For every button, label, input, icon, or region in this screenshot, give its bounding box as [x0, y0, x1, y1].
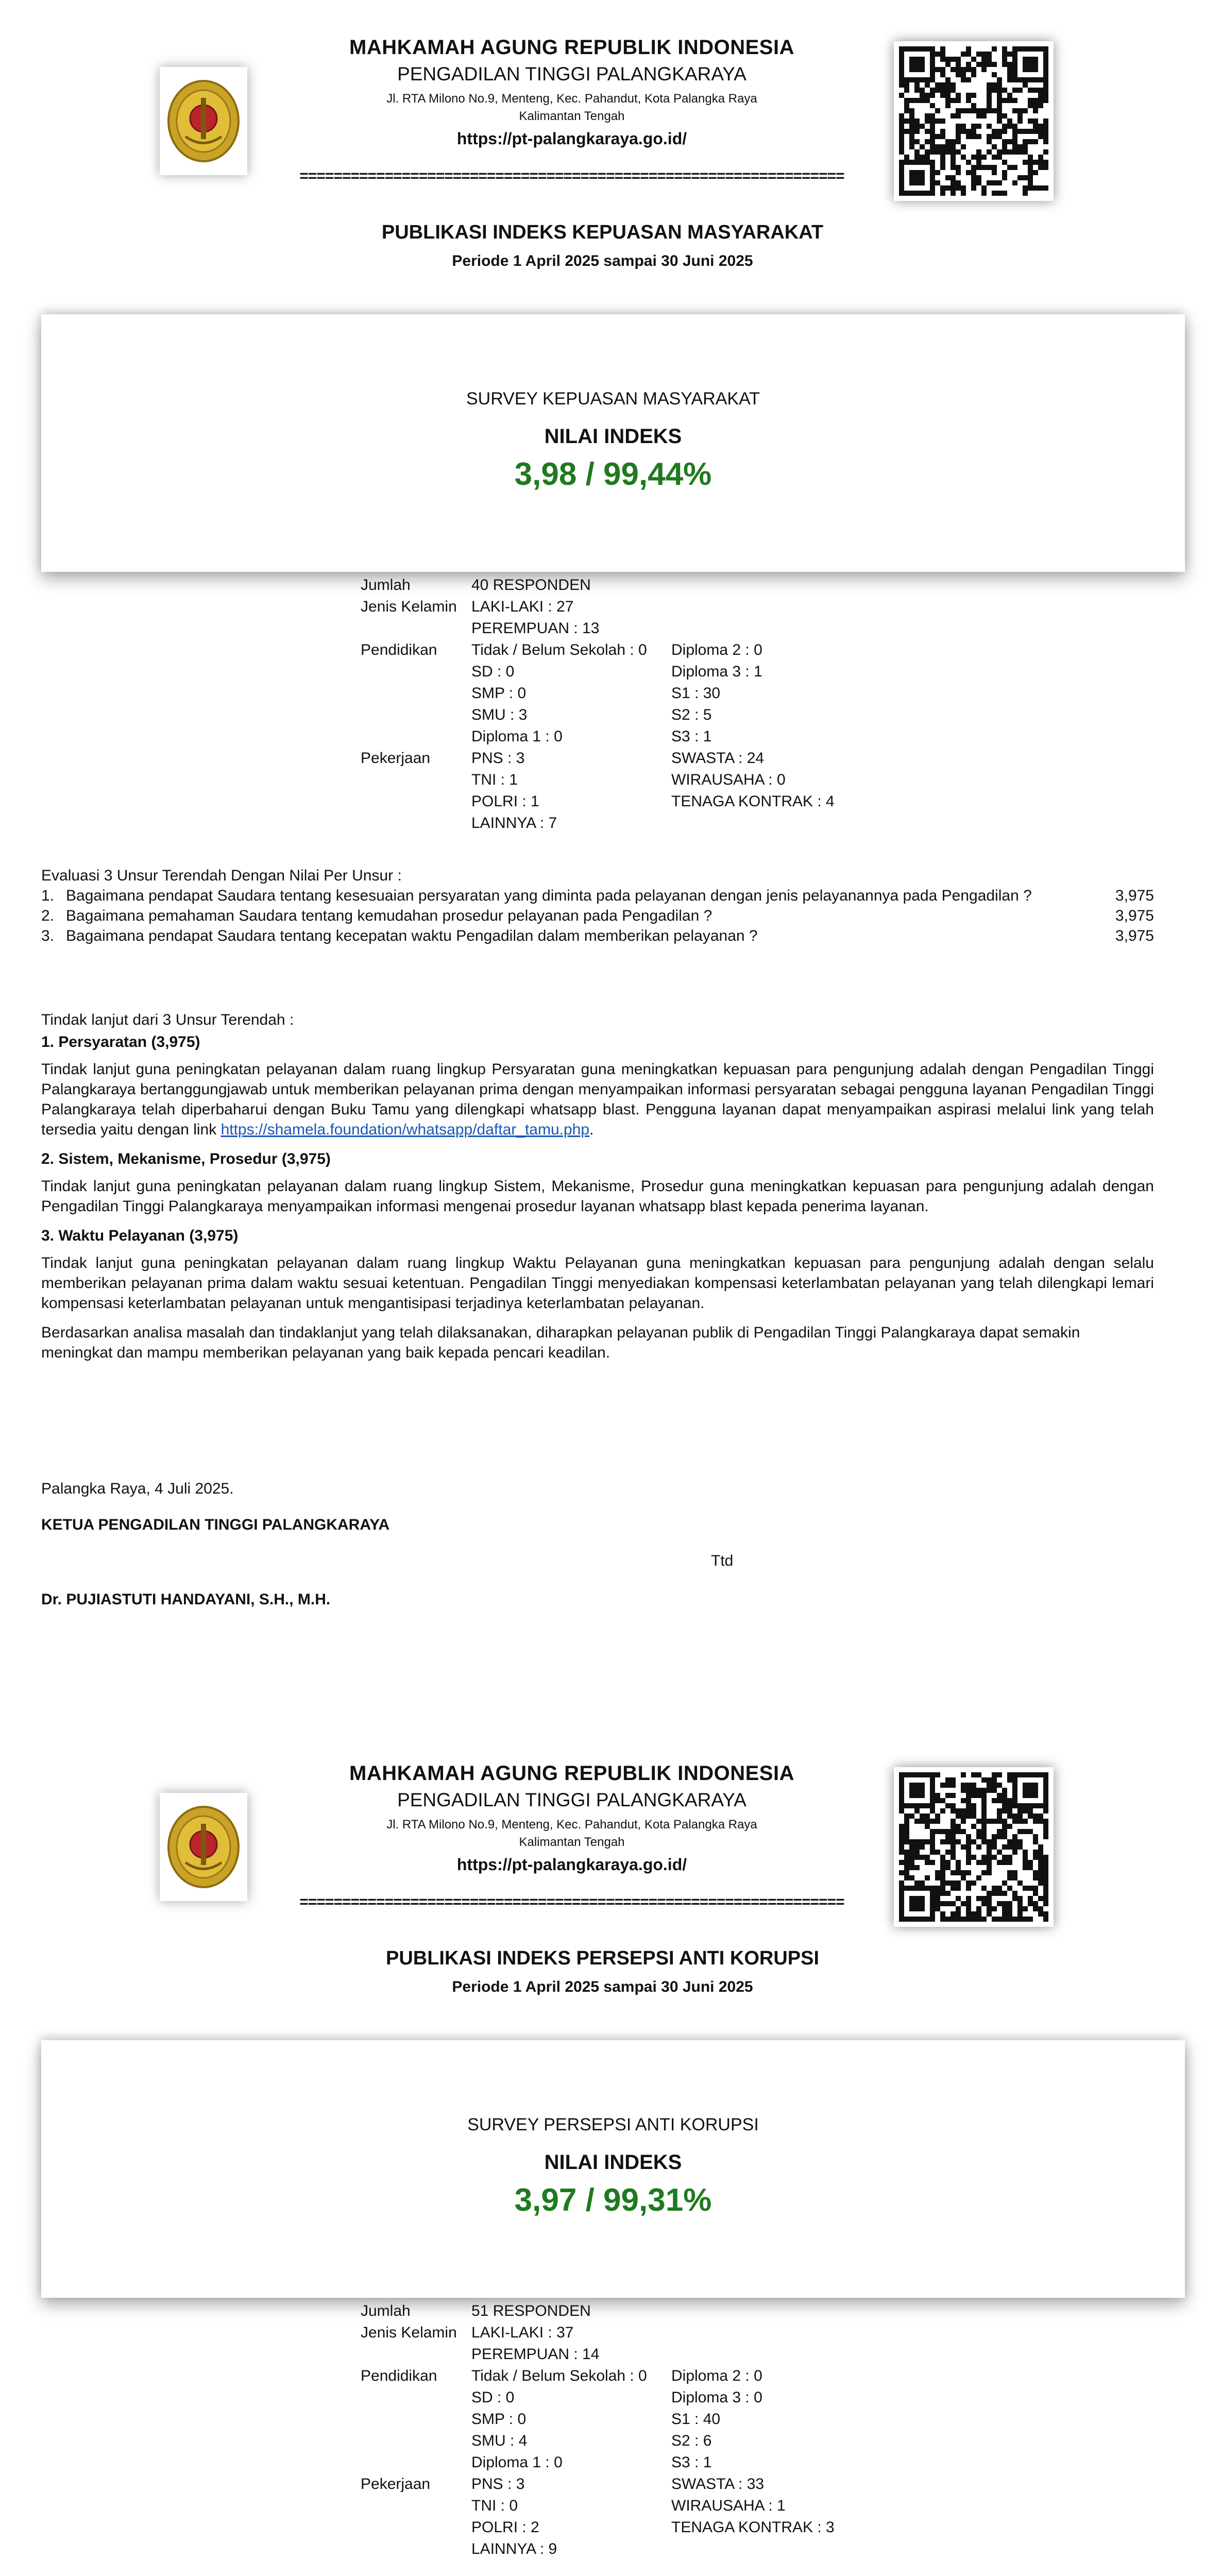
job-label: Pekerjaan [361, 750, 431, 767]
jumlah-value: 40 RESPONDEN [471, 577, 591, 594]
survey-name: SURVEY KEPUASAN MASYARAKAT [466, 389, 760, 409]
index-value: 3,98 / 99,44% [514, 456, 712, 492]
edu-item: S2 : 5 [671, 706, 712, 723]
followup-title: Tindak lanjut dari 3 Unsur Terendah : [41, 1011, 294, 1028]
court-website: https://pt-palangkaraya.go.id/ [456, 129, 687, 148]
evaluation-item [41, 886, 1154, 906]
gender-label: Jenis Kelamin [361, 2324, 457, 2341]
publication-period: Periode 1 April 2025 sampai 30 Juni 2025 [452, 1978, 753, 1995]
header-divider: ================================================================ [299, 167, 844, 184]
edu-item: Tidak / Belum Sekolah : 0 [471, 2367, 647, 2384]
qr-code-icon [894, 41, 1054, 201]
edu-item: SD : 0 [471, 2389, 515, 2406]
evaluation-item [41, 906, 1154, 926]
evaluation-number: 3. [41, 927, 55, 944]
section-heading: 1. Persyaratan (3,975) [41, 1033, 200, 1050]
evaluation-score: 3,975 [1115, 887, 1154, 904]
edu-item: SMU : 3 [471, 706, 528, 723]
job-item: LAINNYA : 9 [471, 2540, 557, 2557]
court-website: https://pt-palangkaraya.go.id/ [456, 1855, 687, 1874]
job-item: PNS : 3 [471, 750, 525, 767]
letterhead [0, 1762, 1205, 1927]
edu-item: SD : 0 [471, 663, 515, 680]
job-item: TENAGA KONTRAK : 4 [671, 793, 835, 810]
gender-male: LAKI-LAKI : 37 [471, 2324, 574, 2341]
evaluation-section [41, 866, 1154, 946]
job-item: PNS : 3 [471, 2476, 525, 2493]
index-card [41, 2040, 1185, 2298]
job-label: Pekerjaan [361, 2476, 431, 2493]
index-card [41, 314, 1185, 572]
edu-item: S1 : 30 [671, 685, 721, 702]
gender-female: PEREMPUAN : 13 [471, 620, 600, 637]
evaluation-text: Bagaimana pendapat Saudara tentang kecepatan waktu Pengadilan dalam memberikan pelayanan ? [66, 927, 758, 944]
edu-item: Diploma 2 : 0 [671, 2367, 762, 2384]
index-label: NILAI INDEKS [544, 425, 682, 448]
section-paragraph [41, 1059, 1154, 1140]
edu-item: Diploma 3 : 1 [671, 663, 762, 680]
section-text: Tindak lanjut guna peningkatan pelayanan dalam ruang lingkup Persyaratan guna meningkatkan kepuasan para pengunjung adalah dengan Pengadilan Tinggi Palangkaraya bertanggungjawab untuk memberikan pelayanan prima dengan menyampaikan informasi persyaratan sebagai pengguna layanan Pengadilan Tinggi Palangkaraya telah diperbaharui dengan Buku Tamu yang dilengkapi whatsapp blast. Pengguna layanan dapat menyampaikan aspirasi melalui link yang telah tersedia yaitu dengan link [41, 1061, 1154, 1138]
address-line-1: Jl. RTA Milono No.9, Menteng, Kec. Pahandut, Kota Palangka Raya [386, 1818, 757, 1832]
index-value: 3,97 / 99,31% [514, 2182, 712, 2218]
signer-title: KETUA PENGADILAN TINGGI PALANGKARAYA [41, 1516, 390, 1533]
publication-title: PUBLIKASI INDEKS KEPUASAN MASYARAKAT [381, 222, 824, 243]
letterhead-text [268, 1762, 876, 1874]
gender-label: Jenis Kelamin [361, 598, 457, 615]
edu-item: Diploma 1 : 0 [471, 2454, 563, 2471]
followup-section [41, 1010, 1154, 1363]
edu-item: Diploma 2 : 0 [671, 641, 762, 658]
signature-ttd: Ttd [711, 1552, 734, 1569]
section-text-end: . [589, 1121, 594, 1138]
job-item: TNI : 1 [471, 771, 518, 788]
evaluation-item [41, 926, 1154, 946]
evaluation-score: 3,975 [1115, 927, 1154, 944]
section-heading: 3. Waktu Pelayanan (3,975) [41, 1227, 239, 1244]
edu-item: S3 : 1 [671, 728, 712, 745]
edu-item: SMP : 0 [471, 2411, 527, 2428]
job-item: POLRI : 1 [471, 793, 539, 810]
signer-name: Dr. PUJIASTUTI HANDAYANI, S.H., M.H. [41, 1591, 331, 1608]
survey-name: SURVEY PERSEPSI ANTI KORUPSI [467, 2115, 759, 2134]
edu-item: S2 : 6 [671, 2432, 712, 2449]
job-item: LAINNYA : 7 [471, 815, 557, 832]
evaluation-title: Evaluasi 3 Unsur Terendah Dengan Nilai Per Unsur : [41, 867, 402, 884]
publication-title: PUBLIKASI INDEKS PERSEPSI ANTI KORUPSI [385, 1947, 820, 1969]
job-item: WIRAUSAHA : 1 [671, 2497, 786, 2514]
evaluation-number: 2. [41, 907, 55, 924]
index-label: NILAI INDEKS [544, 2151, 682, 2174]
edu-item: S1 : 40 [671, 2411, 721, 2428]
court-title: MAHKAMAH AGUNG REPUBLIK INDONESIA [349, 36, 794, 59]
job-item: SWASTA : 33 [671, 2476, 765, 2493]
jumlah-label: Jumlah [361, 2302, 411, 2319]
court-logo-icon [160, 67, 247, 175]
edu-item: SMU : 4 [471, 2432, 528, 2449]
gender-male: LAKI-LAKI : 27 [471, 598, 574, 615]
conclusion-paragraph: Berdasarkan analisa masalah dan tindaklanjut yang telah dilaksanakan, diharapkan pelayanan publik di Pengadilan Tinggi Palangkaraya dapat semakin meningkat dan mampu memberikan pelayanan yang baik kepada pencari keadilan. [41, 1324, 1080, 1361]
evaluation-number: 1. [41, 887, 55, 904]
court-subtitle: PENGADILAN TINGGI PALANGKARAYA [397, 63, 746, 84]
section-heading: 2. Sistem, Mekanisme, Prosedur (3,975) [41, 1150, 331, 1167]
job-item: WIRAUSAHA : 0 [671, 771, 786, 788]
guestbook-link[interactable]: https://shamela.foundation/whatsapp/daftar_tamu.php [220, 1121, 590, 1138]
place-date: Palangka Raya, 4 Juli 2025. [41, 1480, 234, 1497]
address-line-2: Kalimantan Tengah [519, 109, 625, 123]
evaluation-text: Bagaimana pendapat Saudara tentang kesesuaian persyaratan yang diminta pada pelayanan dengan jenis pelayanannya pada Pengadilan ? [66, 887, 1032, 904]
edu-item: Tidak / Belum Sekolah : 0 [471, 641, 647, 658]
job-item: TENAGA KONTRAK : 3 [671, 2519, 835, 2536]
evaluation-score: 3,975 [1115, 907, 1154, 924]
job-item: TNI : 0 [471, 2497, 518, 2514]
section-paragraph: Tindak lanjut guna peningkatan pelayanan dalam ruang lingkup Waktu Pelayanan guna meningkatkan kepuasan para pengunjung adalah dengan selalu memberikan pelayanan prima dalam waktu sesuai ketentuan. Pengadilan Tinggi menyediakan kompensasi keterlambatan pelayanan yang telah dilengkapi lemari kompensasi keterlambatan pelayanan untuk mengantisipasi terjadinya keterlambatan pelayanan. [41, 1255, 1154, 1312]
court-logo-icon [160, 1793, 247, 1901]
job-item: POLRI : 2 [471, 2519, 539, 2536]
qr-code-icon [894, 1767, 1054, 1927]
address-line-1: Jl. RTA Milono No.9, Menteng, Kec. Pahandut, Kota Palangka Raya [386, 92, 757, 106]
court-title: MAHKAMAH AGUNG REPUBLIK INDONESIA [349, 1762, 794, 1785]
evaluation-text: Bagaimana pemahaman Saudara tentang kemudahan prosedur pelayanan pada Pengadilan ? [66, 907, 712, 924]
letterhead [0, 36, 1205, 201]
address-line-2: Kalimantan Tengah [519, 1835, 625, 1849]
publication-period: Periode 1 April 2025 sampai 30 Juni 2025 [452, 252, 753, 269]
section-paragraph: Tindak lanjut guna peningkatan pelayanan dalam ruang lingkup Sistem, Mekanisme, Prosedur guna meningkatkan kepuasan para pengunjung adalah dengan Pengadilan Tinggi Palangkaraya menyampaikan informasi mengenai prosedur layanan whatsapp blast kepada penerima layanan. [41, 1178, 1154, 1215]
edu-item: SMP : 0 [471, 685, 527, 702]
job-item: SWASTA : 24 [671, 750, 765, 767]
court-address [268, 1816, 876, 1851]
jumlah-label: Jumlah [361, 577, 411, 594]
gender-female: PEREMPUAN : 14 [471, 2346, 600, 2363]
jumlah-value: 51 RESPONDEN [471, 2302, 591, 2319]
education-label: Pendidikan [361, 2367, 437, 2384]
education-label: Pendidikan [361, 641, 437, 658]
court-subtitle: PENGADILAN TINGGI PALANGKARAYA [397, 1789, 746, 1810]
header-divider: ================================================================ [299, 1893, 844, 1910]
letterhead-text [268, 36, 876, 148]
edu-item: Diploma 3 : 0 [671, 2389, 762, 2406]
page-2 [0, 1726, 1205, 2576]
edu-item: Diploma 1 : 0 [471, 728, 563, 745]
court-address [268, 90, 876, 125]
edu-item: S3 : 1 [671, 2454, 712, 2471]
